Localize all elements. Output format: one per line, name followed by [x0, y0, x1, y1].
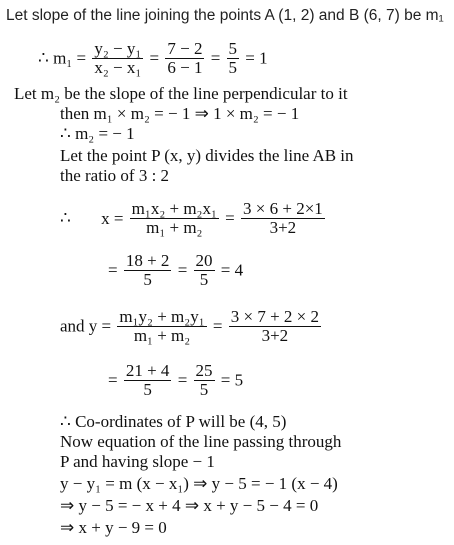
numerator: 18 + 2 [125, 251, 170, 270]
y-label: and y = [60, 316, 112, 336]
equation-expansion: ⇒ y − 5 = − x + 4 ⇒ x + y − 5 − 4 = 0 [60, 496, 319, 515]
equals-sign: = [225, 208, 235, 228]
section-formula-text: Let the point P (x, y) divides the line AB in [60, 146, 354, 165]
equals-sign: = [108, 260, 118, 280]
equals-sign: = [149, 48, 160, 68]
denominator: 5 [143, 380, 152, 399]
numerator: m₁y₂ + m₂y₁ [119, 307, 205, 326]
x-simplification [108, 252, 243, 289]
x-label: x = [101, 208, 124, 228]
denominator: 5 [143, 270, 152, 289]
numerator: y₂ − y₁ [94, 39, 142, 58]
numerator: 20 [195, 251, 213, 270]
numerator: 25 [195, 361, 213, 380]
equals-sign: = [177, 370, 188, 390]
numerator: 5 [228, 39, 238, 58]
y-result: = 5 [220, 370, 244, 390]
m1-label: ∴ m₁ = [38, 48, 87, 68]
result: = 1 [245, 48, 268, 68]
numerator: 7 − 2 [167, 39, 203, 58]
substituted-fraction [165, 40, 204, 77]
denominator: 5 [228, 58, 238, 77]
y-step-fraction [124, 362, 172, 399]
x-step-fraction [194, 252, 215, 289]
x-substituted [241, 200, 325, 237]
equals-sign: = [108, 370, 118, 390]
slope-condition: P and having slope − 1 [60, 452, 215, 471]
simplified-fraction [227, 40, 240, 77]
denominator: 5 [199, 270, 209, 289]
denominator: 3+2 [269, 218, 297, 237]
x-section-formula [130, 200, 219, 237]
m2-value: ∴ m₂ = − 1 [60, 124, 135, 143]
equals-sign: = [177, 260, 188, 280]
numerator: m₁x₂ + m₂x₁ [131, 199, 217, 218]
x-result: = 4 [220, 260, 244, 280]
y-substituted [229, 308, 321, 345]
equals-sign: = [212, 316, 223, 336]
perpendicular-line-text: Let m₂ be the slope of the line perpendicular to it [14, 84, 348, 103]
y-section-formula [117, 308, 206, 345]
numerator: 3 × 6 + 2×1 [243, 199, 323, 218]
line-equation-intro: Now equation of the line passing through [60, 432, 342, 451]
y-simplification [108, 362, 243, 399]
denominator: m₁ + m₂ [146, 218, 203, 237]
intro-line: Let slope of the line joining the points A (1, 2) and B (6, 7) be m₁ [6, 7, 444, 24]
y-step-fraction [194, 362, 215, 399]
denominator: 3+2 [261, 326, 289, 345]
ratio-text: the ratio of 3 : 2 [60, 166, 170, 185]
final-equation: ⇒ x + y − 9 = 0 [60, 518, 167, 537]
numerator: 21 + 4 [125, 361, 170, 380]
y-coordinate-equation [60, 308, 323, 345]
denominator: m₁ + m₂ [133, 326, 191, 345]
coordinates-of-p: ∴ Co-ordinates of P will be (4, 5) [60, 412, 287, 431]
denominator: 5 [199, 380, 209, 399]
slope-formula-fraction [92, 40, 143, 77]
product-of-slopes: then m₁ × m₂ = − 1 ⇒ 1 × m₂ = − 1 [60, 104, 300, 123]
x-step-fraction [124, 252, 172, 289]
point-slope-form: y − y₁ = m (x − x₁) ⇒ y − 5 = − 1 (x − 4) [60, 474, 338, 493]
denominator: x₂ − x₁ [94, 58, 142, 77]
equals-sign: = [210, 48, 221, 68]
denominator: 6 − 1 [167, 58, 203, 77]
slope-m1-equation [38, 40, 268, 77]
x-coordinate-equation [60, 200, 327, 237]
numerator: 3 × 7 + 2 × 2 [230, 307, 319, 326]
therefore-symbol: ∴ [60, 208, 71, 228]
